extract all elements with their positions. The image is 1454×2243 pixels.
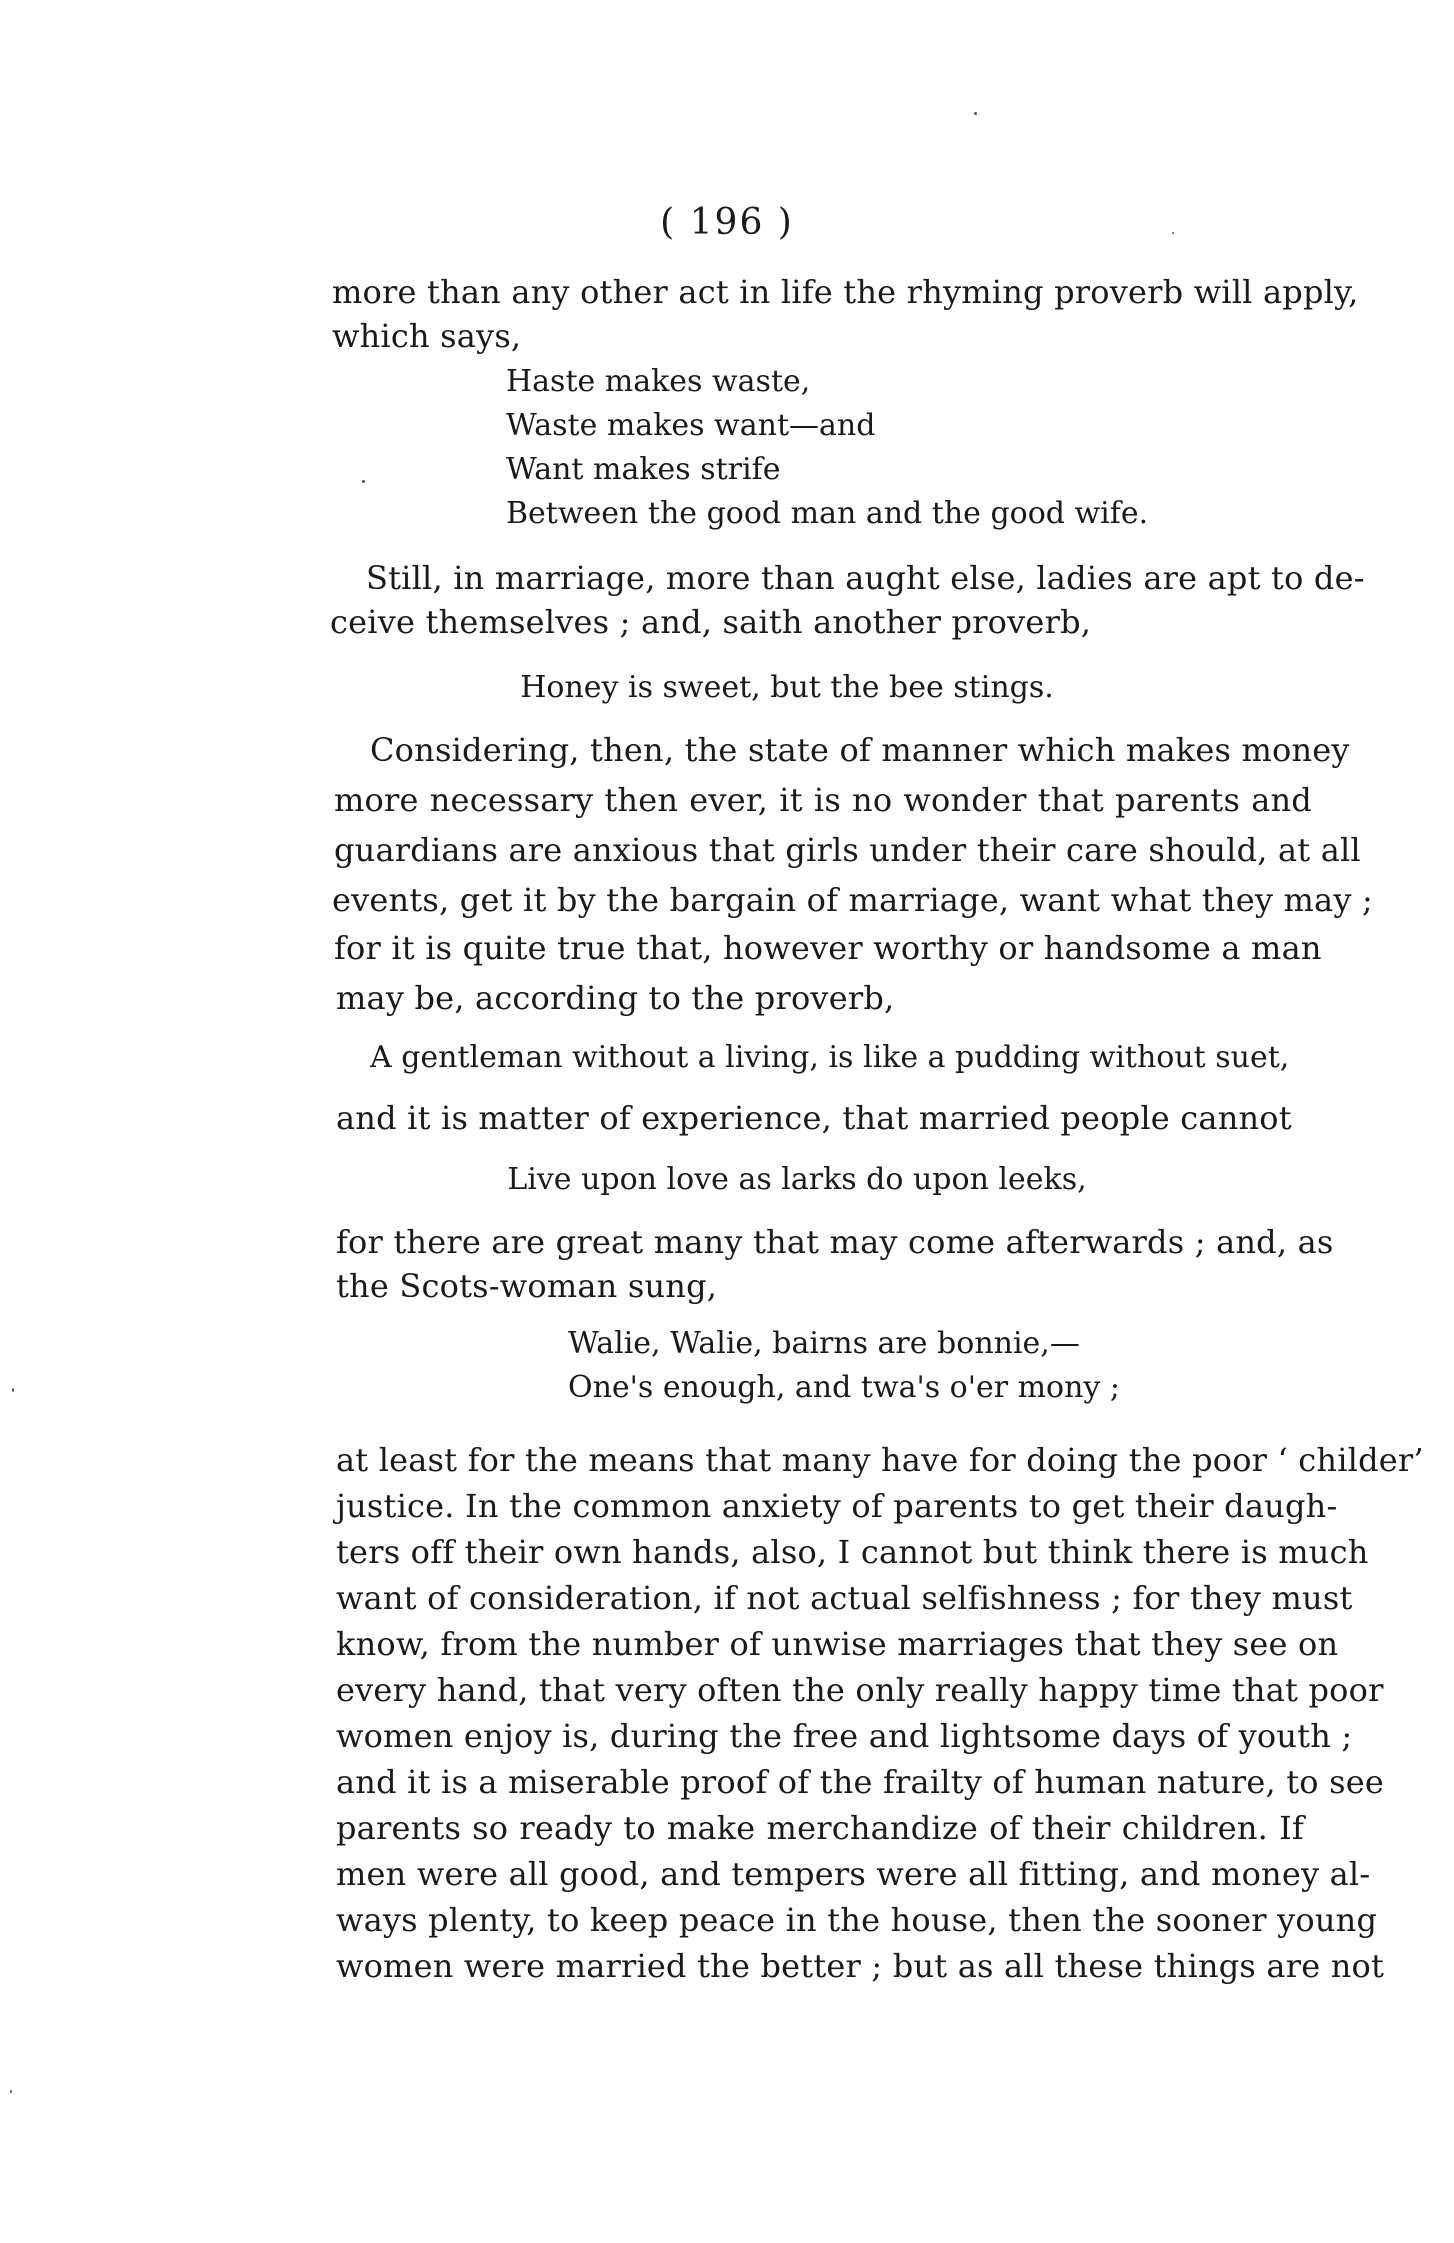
verse-line: Walie, Walie, bairns are bonnie,— (568, 1326, 1080, 1361)
scan-speck (10, 2090, 12, 2093)
text-line: know, from the number of unwise marriages that they see on (336, 1625, 1339, 1663)
text-line: the Scots-woman sung, (336, 1267, 718, 1305)
page-number: ( 196 ) (660, 202, 794, 243)
proverb-line: Live upon love as larks do upon leeks, (507, 1162, 1087, 1197)
text-line: ceive themselves ; and, saith another proverb, (330, 603, 1092, 641)
text-line: may be, according to the proverb, (336, 979, 895, 1017)
text-line: every hand, that very often the only really happy time that poor (336, 1671, 1384, 1709)
text-line: ters off their own hands, also, I cannot but think there is much (336, 1533, 1369, 1571)
text-line: and it is a miserable proof of the frailty of human nature, to see (336, 1763, 1385, 1801)
text-line: women were married the better ; but as all these things are not (336, 1947, 1385, 1985)
scan-speck (12, 1388, 14, 1392)
text-line: more necessary then ever, it is no wonder that parents and (334, 781, 1312, 819)
text-line: Still, in marriage, more than aught else, ladies are apt to de- (366, 559, 1365, 597)
text-line: women enjoy is, during the free and lightsome days of youth ; (336, 1717, 1353, 1755)
text-line: men were all good, and tempers were all fitting, and money al- (336, 1855, 1371, 1893)
text-line: at least for the means that many have for doing the poor ‘ childer’ (336, 1441, 1424, 1479)
text-line: ways plenty, to keep peace in the house, then the sooner young (336, 1901, 1378, 1939)
scan-speck (362, 480, 365, 483)
text-line: want of consideration, if not actual selfishness ; for they must (336, 1579, 1353, 1617)
text-line: parents so ready to make merchandize of their children. If (336, 1809, 1304, 1847)
proverb-line: Honey is sweet, but the bee stings. (520, 670, 1054, 705)
scan-speck (974, 112, 977, 115)
text-line: guardians are anxious that girls under their care should, at all (334, 831, 1361, 869)
verse-line: Between the good man and the good wife. (506, 496, 1149, 531)
scan-speck (1172, 232, 1174, 234)
verse-line: Want makes strife (506, 452, 781, 487)
verse-line: One's enough, and twa's o'er mony ; (568, 1370, 1121, 1405)
verse-line: Haste makes waste, (506, 364, 811, 399)
text-line: justice. In the common anxiety of parents to get their daugh- (336, 1487, 1338, 1525)
verse-line: Waste makes want—and (506, 408, 876, 443)
proverb-line: A gentleman without a living, is like a pudding without suet, (370, 1040, 1290, 1075)
text-line: Considering, then, the state of manner which makes money (370, 731, 1350, 769)
text-line: more than any other act in life the rhyming proverb will apply, (332, 273, 1359, 311)
text-line: which says, (332, 317, 522, 355)
text-line: and it is matter of experience, that married people cannot (336, 1099, 1292, 1137)
text-line: for it is quite true that, however worthy or handsome a man (334, 929, 1322, 967)
text-line: events, get it by the bargain of marriage, want what they may ; (332, 881, 1373, 919)
text-line: for there are great many that may come afterwards ; and, as (336, 1223, 1334, 1261)
